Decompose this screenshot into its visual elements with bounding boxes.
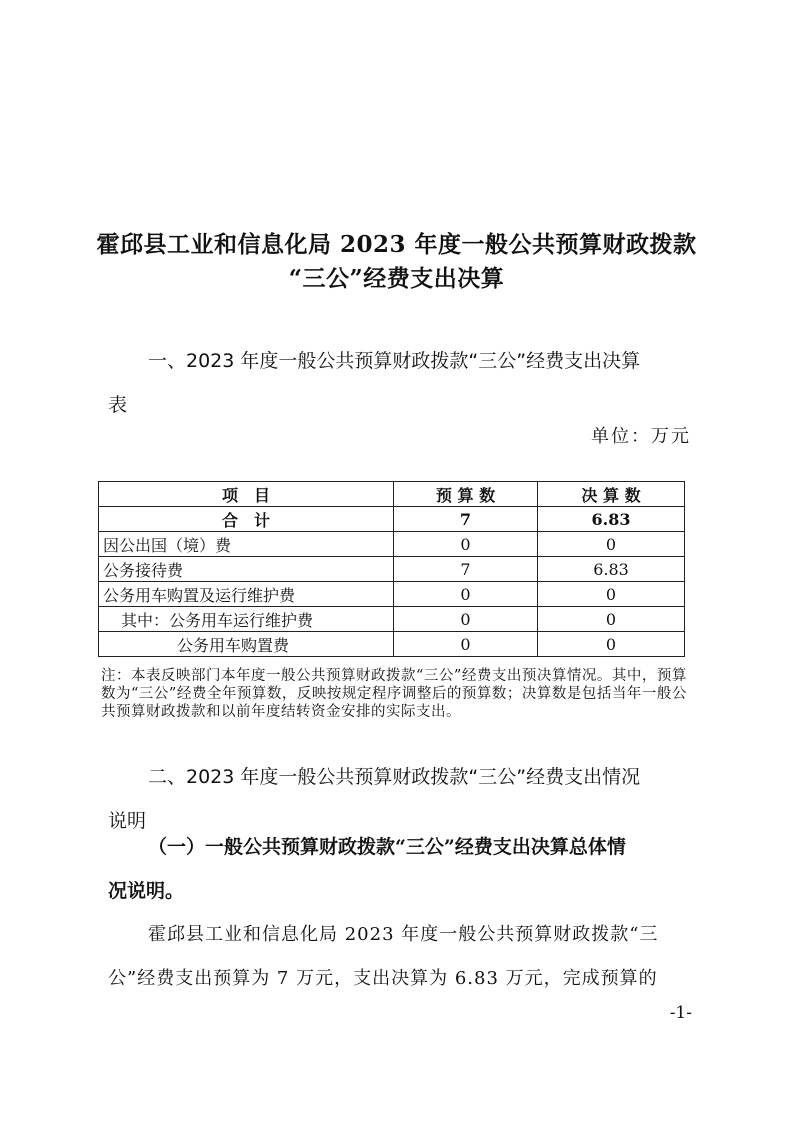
table-row-total — [99, 507, 685, 532]
header-item: 项 目 — [99, 482, 394, 507]
row-budget: 7 — [394, 557, 538, 582]
page-number: -1- — [669, 1003, 692, 1023]
unit-label: 单位：万元 — [591, 426, 691, 447]
table-row — [99, 557, 685, 582]
subsection-heading-line1: （一）一般公共预算财政拨款“三公”经费支出决算总体情 — [148, 836, 626, 858]
section2-heading-line1: 二、2023 年度一般公共预算财政拨款“三公”经费支出情况 — [148, 766, 641, 788]
subsection-heading-line2: 况说明。 — [108, 880, 185, 902]
header-budget: 预 算 数 — [394, 482, 538, 507]
row-item: 因公出国（境）费 — [99, 532, 394, 557]
row-budget: 0 — [394, 532, 538, 557]
table-row — [99, 532, 685, 557]
section1-heading-line2: 表 — [108, 394, 128, 416]
row-item: 公务接待费 — [99, 557, 394, 582]
row-budget: 0 — [394, 607, 538, 632]
document-title-line1: 霍邱县工业和信息化局 2023 年度一般公共预算财政拨款 — [96, 231, 697, 258]
row-budget: 0 — [394, 582, 538, 607]
row-final: 0 — [538, 532, 685, 557]
document-title-line2: “三公”经费支出决算 — [288, 265, 505, 292]
row-final: 6.83 — [538, 507, 685, 532]
table-row — [99, 632, 685, 657]
row-final: 0 — [538, 607, 685, 632]
header-final: 决 算 数 — [538, 482, 685, 507]
row-final: 6.83 — [538, 557, 685, 582]
row-item: 公务用车购置及运行维护费 — [99, 582, 394, 607]
row-item: 合 计 — [99, 507, 394, 532]
row-budget: 7 — [394, 507, 538, 532]
row-final: 0 — [538, 632, 685, 657]
body-paragraph-line1: 霍邱县工业和信息化局 2023 年度一般公共预算财政拨款“三 — [148, 924, 659, 945]
table-row — [99, 607, 685, 632]
section1-heading-line1: 一、2023 年度一般公共预算财政拨款“三公”经费支出决算 — [148, 350, 641, 372]
body-paragraph — [108, 913, 692, 1001]
table-header-row — [99, 482, 685, 507]
row-item: 公务用车购置费 — [99, 632, 394, 657]
expense-table — [98, 481, 685, 657]
body-paragraph-line2: 公”经费支出预算为 7 万元，支出决算为 6.83 万元，完成预算的 — [108, 968, 658, 989]
subsection-heading — [108, 825, 692, 913]
section1-heading — [108, 339, 692, 427]
table-note: 注：本表反映部门本年度一般公共预算财政拨款“三公”经费支出预决算情况。其中，预算数为“三公”经费全年预算数，反映按规定程序调整后的预算数；决算数是包括当年一般公共预算财政拨款和以前年度结转资金安排的实际支出。 — [101, 668, 687, 720]
row-budget: 0 — [394, 632, 538, 657]
row-item: 其中：公务用车运行维护费 — [99, 607, 394, 632]
section2-heading-line2: 说明 — [108, 810, 147, 832]
row-final: 0 — [538, 582, 685, 607]
table-row — [99, 582, 685, 607]
